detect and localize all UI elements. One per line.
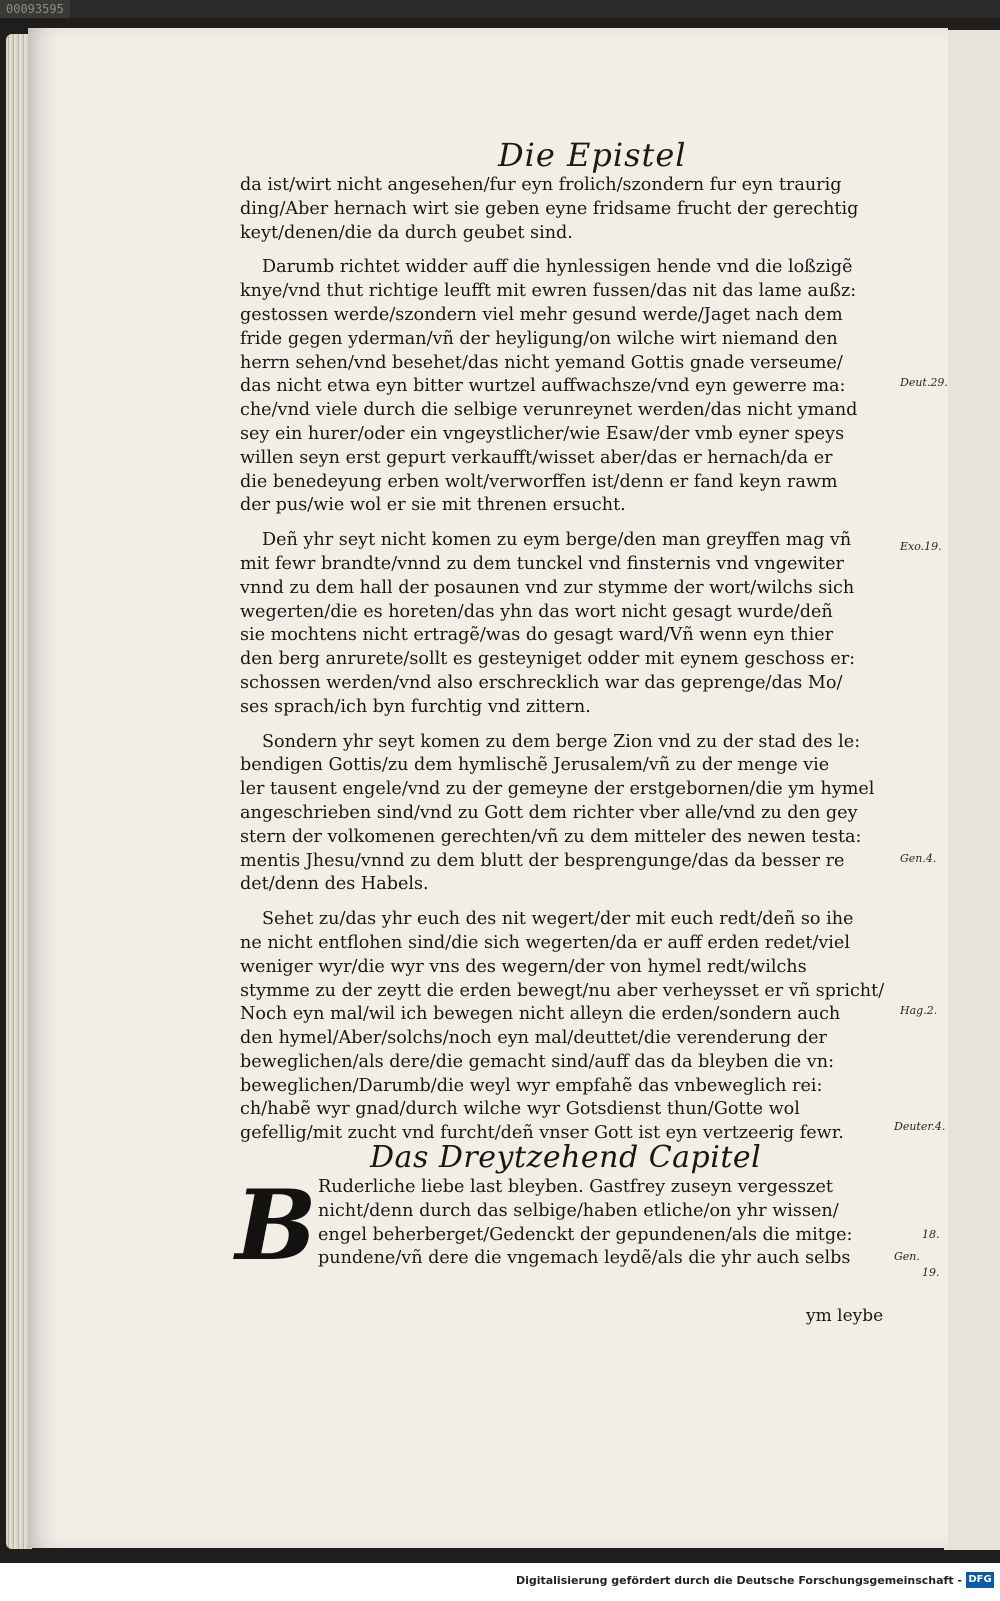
paragraph-2	[240, 256, 930, 518]
text-line: engel beherberget/Gedenckt der gepundenen/als die mitge:	[318, 1224, 853, 1245]
chapter-body	[318, 1176, 918, 1271]
text-line: die benedeyung erben wolt/verworffen ist/denn er fand keyn rawm	[240, 471, 838, 492]
text-line: Sehet zu/das yhr euch des nit wegert/der mit euch redt/deñ so ihe	[262, 909, 854, 930]
text-line: das nicht etwa eyn bitter wurtzel auffwachsze/vnd eyn gewerre ma:	[240, 376, 846, 397]
facing-page-edge	[944, 30, 1000, 1550]
text-line: ne nicht entflohen sind/die sich wegerten/da er auff erden redet/viel	[240, 932, 850, 953]
marginal-note: 18.	[922, 1228, 940, 1241]
text-line: nicht/denn durch das selbige/haben etliche/on yhr wissen/	[318, 1200, 839, 1221]
text-line: stern der volkomenen gerechten/vñ zu dem mitteler des newen testa:	[240, 826, 862, 847]
text-line: knye/vnd thut richtige leufft mit ewren fussen/das nit das lame außz:	[240, 281, 857, 302]
text-line: det/denn des Habels.	[240, 874, 429, 895]
catchword: ym leybe	[806, 1306, 884, 1326]
paragraph-4	[240, 731, 930, 898]
marginal-note: Deuter.4.	[894, 1120, 946, 1133]
text-line: den berg anrurete/sollt es gesteyniget odder mit eynem geschoss er:	[240, 649, 856, 670]
decorated-initial: B	[235, 1169, 317, 1282]
funding-notice: Digitalisierung gefördert durch die Deutsche Forschungsgemeinschaft -	[515, 1574, 962, 1587]
text-line: ler tausent engele/vnd zu der gemeyne der erstgebornen/die ym hymel	[240, 779, 875, 800]
text-line: angeschrieben sind/vnd zu Gott dem richter vber alle/vnd zu den gey	[240, 802, 858, 823]
dfg-logo: DFG	[966, 1572, 994, 1588]
scan-id-label: 00093595	[0, 0, 70, 18]
text-line: Sondern yhr seyt komen zu dem berge Zion vnd zu der stad des le:	[262, 731, 861, 752]
marginal-note: Gen.	[894, 1250, 920, 1263]
text-line: vnnd zu dem hall der posaunen vnd zur stymme der wort/wilchs sich	[240, 577, 855, 598]
left-page	[28, 28, 948, 1548]
text-line: wegerten/die es horeten/das yhn das wort nicht gesagt wurde/deñ	[240, 601, 833, 622]
text-line: Noch eyn mal/wil ich bewegen nicht alleyn die erden/sondern auch	[240, 1004, 841, 1025]
text-line: ses sprach/ich byn furchtig vnd zittern.	[240, 696, 591, 717]
paragraph-1	[240, 174, 930, 245]
text-line: ding/Aber hernach wirt sie geben eyne fridsame frucht der gerechtig	[240, 198, 859, 219]
marginal-note: Hag.2.	[900, 1004, 938, 1017]
text-line: sey ein hurer/oder ein vngeystlicher/wie Esaw/der vmb eyner speys	[240, 423, 845, 444]
text-line: Darumb richtet widder auff die hynlessigen hende vnd die loßzigẽ	[262, 257, 853, 278]
text-line: pundene/vñ dere die vngemach leydẽ/als die yhr auch selbs	[318, 1248, 851, 1269]
text-line: bendigen Gottis/zu dem hymlischẽ Jerusalem/vñ zu der menge vie	[240, 755, 830, 776]
paragraph-3	[240, 529, 930, 719]
text-line: che/vnd viele durch die selbige verunreynet werden/das nicht ymand	[240, 400, 858, 421]
text-line: gefellig/mit zucht vnd furcht/deñ vnser Gott ist eyn vertzeerig fewr.	[240, 1123, 844, 1144]
text-line: weniger wyr/die wyr vns des wegern/der von hymel redt/wilchs	[240, 956, 807, 977]
text-line: keyt/denen/die da durch geubet sind.	[240, 222, 573, 243]
text-line: sie mochtens nicht ertragẽ/was do gesagt ward/Vñ wenn eyn thier	[240, 625, 834, 646]
running-header: Die Epistel	[498, 136, 687, 174]
text-line: beweglichen/als dere/die gemacht sind/auff das da bleyben die vn:	[240, 1051, 835, 1072]
text-line: gestossen werde/szondern viel mehr gesund werde/Jaget nach dem	[240, 304, 843, 325]
text-line: Deñ yhr seyt nicht komen zu eym berge/den man greyffen mag vñ	[262, 530, 852, 551]
marginal-note: Deut.29.	[900, 376, 948, 389]
text-line: der pus/wie wol er sie mit threnen ersucht.	[240, 495, 626, 516]
text-line: stymme zu der zeytt die erden bewegt/nu aber verheysset er vñ spricht/	[240, 980, 885, 1001]
text-line: ch/habẽ wyr gnad/durch wilche wyr Gotsdienst thun/Gotte wol	[240, 1099, 800, 1120]
chapter-title: Das Dreytzehend Capitel	[370, 1140, 762, 1175]
text-line: mentis Jhesu/vnnd zu dem blutt der besprengunge/das da besser re	[240, 850, 845, 871]
body-text	[240, 174, 930, 1157]
text-line: da ist/wirt nicht angesehen/fur eyn frolich/szondern fur eyn traurig	[240, 175, 842, 195]
text-line: fride gegen yderman/vñ der heyligung/on wilche wirt niemand den	[240, 328, 838, 349]
footer-bar	[0, 1563, 1000, 1601]
text-line: den hymel/Aber/solchs/noch eyn mal/deuttet/die verenderung der	[240, 1028, 827, 1049]
marginal-note: Gen.4.	[900, 852, 937, 865]
marginal-note: 19.	[922, 1266, 940, 1279]
text-line: beweglichen/Darumb/die weyl wyr empfahẽ das vnbeweglich rei:	[240, 1075, 823, 1096]
marginal-note: Exo.19.	[900, 540, 942, 553]
text-line: schossen werden/vnd also erschrecklich war das geprenge/das Mo/	[240, 672, 843, 693]
text-line: willen seyn erst gepurt verkaufft/wisset aber/das er hernach/da er	[240, 447, 833, 468]
text-line: herrn sehen/vnd besehet/das nicht yemand Gottis gnade verseume/	[240, 352, 843, 373]
book-spread	[0, 18, 1000, 1563]
text-line: mit fewr brandte/vnnd zu dem tunckel vnd finsternis vnd vngewiter	[240, 553, 844, 574]
paragraph-5	[240, 908, 930, 1146]
text-line: Ruderliche liebe last bleyben. Gastfrey zuseyn vergesszet	[318, 1177, 833, 1197]
